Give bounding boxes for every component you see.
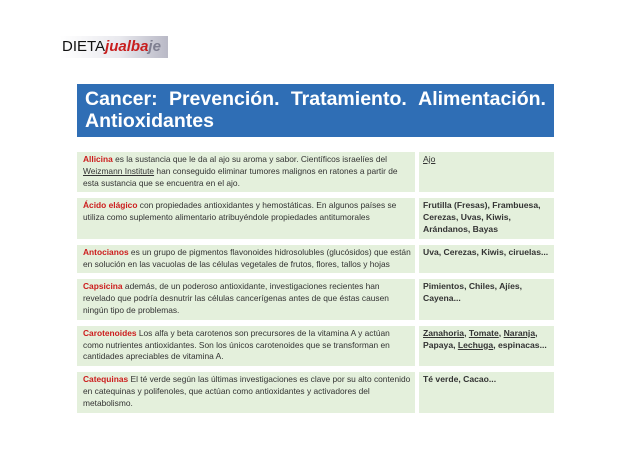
- description-text: El té verde según las últimas investigaciones es clave por su alto contenido en catequinas y polifenoles, que actúan como antioxidantes y activadores del metabolismo.: [83, 374, 411, 408]
- term-name: Catequinas: [83, 374, 129, 385]
- title-word-cancer: Cancer:: [85, 88, 158, 110]
- row-foods: Té verde, Cacao...: [419, 372, 554, 412]
- food-text: Papaya,: [423, 339, 458, 350]
- description-text: es un grupo de pigmentos flavonoides hidrosolubles (glucósidos) que están en solución en las vacuolas de las células vegetales de frutos, flores, tallos y hojas: [83, 246, 411, 269]
- food-link-lechuga[interactable]: Lechuga: [457, 339, 494, 350]
- term-name: Carotenoides: [83, 327, 137, 338]
- logo-text-dieta: DIETA: [62, 38, 106, 55]
- table-row: [77, 279, 554, 319]
- row-description: [77, 326, 415, 366]
- title-line-1: [85, 88, 546, 110]
- table-row: [77, 326, 554, 366]
- logo-text-jualba: jualba: [105, 38, 149, 55]
- row-description: [77, 198, 415, 238]
- description-text: con propiedades antioxidantes y hemostáticas. En algunos países se utiliza como suplemento alimentario atribuyéndole propiedades antitumorales: [83, 200, 397, 223]
- table-row: [77, 245, 554, 274]
- term-name: Antocianos: [83, 246, 129, 257]
- site-logo: [60, 36, 168, 58]
- page-title: [77, 84, 554, 137]
- row-foods: [419, 152, 554, 192]
- table-row: [77, 372, 554, 412]
- row-foods: Zanahoria, Tomate, Naranja, Papaya, Lechuga, espinacas...: [419, 326, 554, 366]
- antioxidants-table: [77, 146, 554, 419]
- food-link-zanahoria[interactable]: Zanahoria: [423, 327, 465, 338]
- food-link-tomate[interactable]: Tomate: [468, 327, 499, 338]
- title-word-prevencion: Prevención.: [168, 88, 280, 110]
- row-description: [77, 372, 415, 412]
- description-text: Los alfa y beta carotenos son precursores de la vitamina A y actúan como nutrientes antioxidantes. Son los únicos carotenoides que se transforman en cantidades apreciables de vitamina A.: [83, 327, 390, 362]
- food-text: espinacas...: [498, 339, 547, 350]
- row-description: [77, 245, 415, 274]
- food-link-ajo[interactable]: Ajo: [423, 154, 436, 164]
- description-text: además, de un poderoso antioxidante, investigaciones recientes han revelado que podría desnutrir las células cancerígenas antes de que éstas causen ningún tipo de problemas.: [83, 281, 389, 315]
- description-text: es la sustancia que le da al ajo su aroma y sabor. Científicos israelíes del: [112, 154, 387, 164]
- title-word-tratamiento: Tratamiento.: [290, 88, 407, 110]
- row-foods: Pimientos, Chiles, Ajíes, Cayena...: [419, 279, 554, 319]
- term-name: Ácido elágico: [83, 200, 138, 211]
- weizmann-link[interactable]: Weizmann Institute: [83, 165, 155, 176]
- row-foods: Uva, Cerezas, Kiwis, ciruelas...: [419, 245, 554, 274]
- description-text: han conseguido eliminar tumores malignos en ratones a partir de esta sustancia que se encuentra en el ajo.: [83, 165, 398, 188]
- logo-text-je: je: [148, 38, 161, 55]
- row-foods: Frutilla (Fresas), Frambuesa, Cerezas, Uvas, Kiwis, Arándanos, Bayas: [419, 198, 554, 238]
- table-row: [77, 152, 554, 192]
- row-description: [77, 152, 415, 192]
- table-row: [77, 198, 554, 238]
- title-line-2: Antioxidantes: [85, 110, 214, 132]
- term-name: Allicina: [83, 154, 113, 164]
- food-link-naranja[interactable]: Naranja: [503, 327, 536, 338]
- term-name: Capsicina: [83, 281, 123, 292]
- row-description: [77, 279, 415, 319]
- title-word-alimentacion: Alimentación.: [418, 88, 546, 110]
